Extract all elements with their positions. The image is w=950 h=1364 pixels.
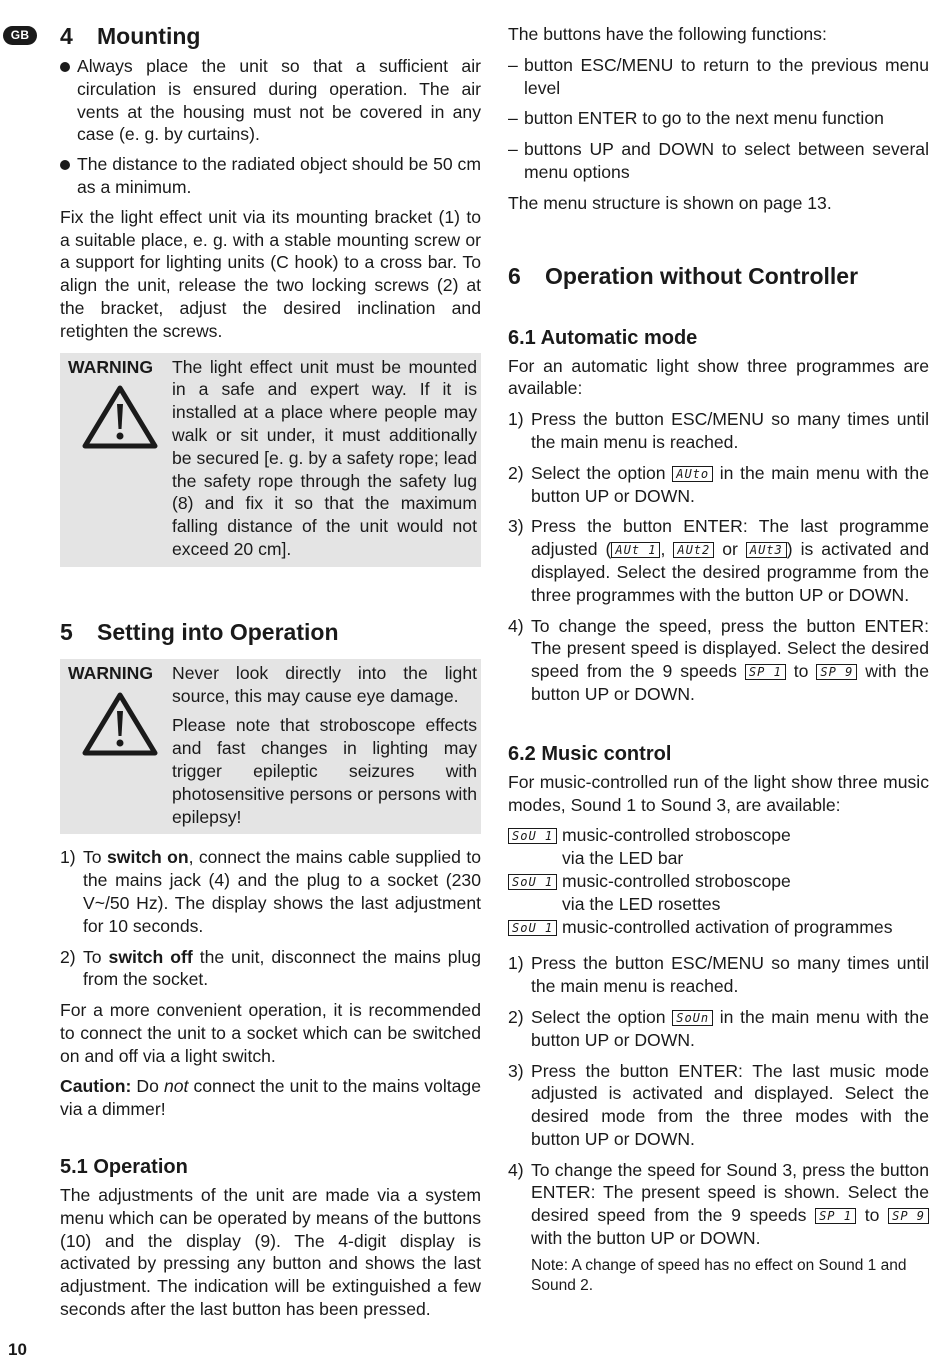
warning-title: WARNING xyxy=(68,356,154,377)
warning-triangle-icon xyxy=(82,691,158,757)
paragraph: The buttons have the following functions: xyxy=(508,24,827,44)
lcd-display-glyph: SoUn xyxy=(672,1010,713,1026)
right-column xyxy=(508,0,929,1296)
numbered-item: 1) Press the button ESC/MENU so many times until the main menu is reached. xyxy=(508,409,929,452)
lcd-display-glyph: SP 9 xyxy=(816,664,857,680)
section-4-heading: 4 Mounting xyxy=(60,23,201,49)
lcd-display-glyph: SP 9 xyxy=(888,1208,929,1224)
dash-item: – button ESC/MENU to return to the previous menu level xyxy=(508,54,929,98)
numbered-item: 2) Select the option AUto in the main menu with the button UP or DOWN. xyxy=(508,462,929,506)
sound-mode-row xyxy=(508,824,929,870)
lcd-display-glyph: SP 1 xyxy=(745,664,786,680)
lcd-display-glyph: AUt 1 xyxy=(611,542,660,558)
warning-text: Please note that stroboscope effects and fast changes in lighting may trigger epileptic seizures with photosensitive persons or persons with epilepsy! xyxy=(172,715,477,827)
lcd-display-glyph: AUt3 xyxy=(746,542,787,558)
section-5-1-heading: 5.1 Operation xyxy=(60,1156,188,1179)
note: Note: A change of speed has no effect on Sound 1 and Sound 2. xyxy=(531,1256,907,1294)
paragraph: Fix the light effect unit via its mounting bracket (1) to a suitable place, e. g. with a stable mounting screw or a support for lighting units (C hook) to a cross bar. To align the unit, release the two locking screws (2) at the bracket, adjust the desired inclination and retighten the screws. xyxy=(60,206,481,341)
lcd-display-glyph: SoU 1 xyxy=(508,828,557,844)
section-6-heading: 6 Operation without Controller xyxy=(508,262,859,289)
bullet-item: Always place the unit so that a sufficient air circulation is ensured during operation. The air vents at the housing must not be covered in any case (e. g. by curtains). xyxy=(60,55,481,146)
dash-item: – buttons UP and DOWN to select between several menu options xyxy=(508,139,929,182)
lcd-display-glyph: AUt2 xyxy=(673,542,714,558)
sound-mode-text: music-controlled stroboscope via the LED rosettes xyxy=(562,870,791,914)
warning-text: Never look directly into the light source, this may cause eye damage. xyxy=(172,662,477,706)
warning-box xyxy=(60,659,481,835)
section-6-1-heading: 6.1 Automatic mode xyxy=(508,326,698,349)
sound-mode-row xyxy=(508,916,929,939)
sound-mode-text: music-controlled activation of programmes xyxy=(562,916,893,937)
sound-mode-text: music-controlled stroboscope via the LED bar xyxy=(562,825,791,869)
caution-paragraph: Caution: Do not connect the unit to the mains voltage via a dimmer! xyxy=(60,1076,481,1120)
numbered-item: 2) To switch off the unit, disconnect the mains plug from the socket. xyxy=(60,946,481,990)
page-number: 10 xyxy=(8,1340,27,1359)
warning-triangle-icon xyxy=(82,384,158,450)
lcd-display-glyph: AUto xyxy=(672,466,713,482)
lcd-display-glyph: SoU 1 xyxy=(508,920,557,936)
warning-box xyxy=(60,353,481,567)
numbered-item: 2) Select the option SoUn in the main menu with the button UP or DOWN. xyxy=(508,1006,929,1050)
numbered-item: 3) Press the button ENTER: The last programme adjusted ( AUt 1 , AUt2 or AUt3 ) is activated and displayed. Select the desired programme from the three programmes with the button UP or DOWN. xyxy=(508,516,930,605)
language-badge: GB xyxy=(3,26,37,45)
sound-mode-row xyxy=(508,870,929,916)
lcd-display-glyph: SP 1 xyxy=(815,1208,856,1224)
section-5-heading: 5 Setting into Operation xyxy=(60,618,339,645)
numbered-item: 1) Press the button ESC/MENU so many times until the main menu is reached. xyxy=(508,953,929,997)
paragraph: The adjustments of the unit are made via a system menu which can be operated by means of the buttons (10) and the display (9). The 4-digit display is activated by pressing any button and shows the last adjustment. The indication will be extinguished a few seconds after the last button has been pressed. xyxy=(60,1185,481,1320)
numbered-item: 1) To switch on, connect the mains cable supplied to the mains jack (4) and the plug to a socket (230 V~/50 Hz). The display shows the last adjustment for 10 seconds. xyxy=(60,847,481,936)
paragraph: For an automatic light show three programmes are available: xyxy=(508,355,929,399)
paragraph: For a more convenient operation, it is recommended to connect the unit to a socket which can be switched on and off via a light switch. xyxy=(60,1000,481,1066)
warning-text: The light effect unit must be mounted in a safe and expert way. If it is installed at a place where people may walk or sit under, it must additionally be secured [e. g. by a safety rope; lead the safety rope through the safety lug (8) and fix it so that the maximum falling distance of the unit would not exceed 20 cm]. xyxy=(172,356,477,559)
numbered-item: 4) To change the speed for Sound 3, press the button ENTER: The present speed is shown. Select the desired speed from the 9 speeds SP 1 to SP 9 with the button UP or DOWN. xyxy=(508,1159,929,1249)
numbered-item: 3) Press the button ENTER: The last music mode adjusted is activated and displayed. Select the desired mode from the three modes with the button UP or DOWN. xyxy=(508,1060,929,1149)
warning-title: WARNING xyxy=(68,662,154,683)
numbered-item: 4) To change the speed, press the button ENTER: The present speed is displayed. Select the desired speed from the 9 speeds SP 1 to SP 9 with the button UP or DOWN. xyxy=(508,615,929,704)
bullet-item: The distance to the radiated object should be 50 cm as a minimum. xyxy=(60,153,481,199)
lcd-display-glyph: SoU 1 xyxy=(508,874,557,890)
paragraph: The menu structure is shown on page 13. xyxy=(508,192,832,213)
left-column xyxy=(60,0,481,1321)
dash-item: – button ENTER to go to the next menu function xyxy=(508,108,884,129)
paragraph: For music-controlled run of the light show three music modes, Sound 1 to Sound 3, are available: xyxy=(508,771,929,815)
section-6-2-heading: 6.2 Music control xyxy=(508,742,672,765)
